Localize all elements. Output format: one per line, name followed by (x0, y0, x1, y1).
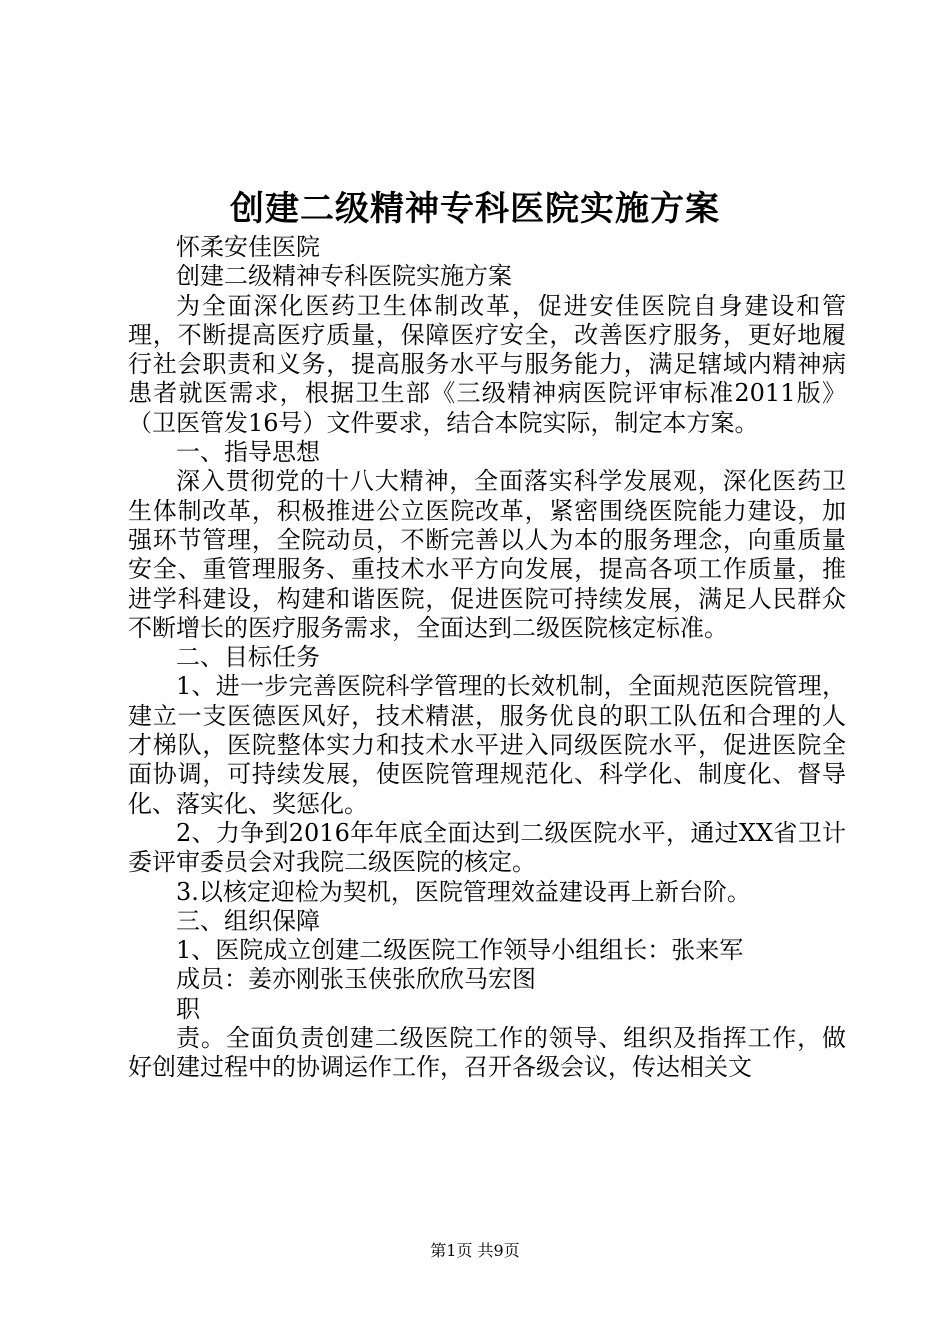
page-number-footer: 第1页 共9页 (430, 1241, 520, 1260)
heading-guiding-ideology: 一、指导思想 (176, 438, 320, 467)
paragraph-leadership-group: 1、医院成立创建二级医院工作领导小组组长：张来军 (176, 936, 744, 965)
document-title: 创建二级精神专科医院实施方案 (230, 189, 720, 229)
paragraph-goal-3: 3.以核定迎检为契机，医院管理效益建设再上新台阶。 (176, 877, 751, 906)
paragraph-guiding-ideology: 深入贯彻党的十八大精神，全面落实科学发展观，深化医药卫生体制改革，积极推进公立医院改革，紧密围绕医院能力建设，加强环节管理，全院动员，不断完善以人为本的服务理念，向重质量安全、重管理服务、重技术水平方向发展，提高各项工作质量，推进学科建设，构建和谐医院，促进医院可持续发展，满足人民群众不断增长的医疗服务需求，全面达到二级医院核定标准。 (128, 467, 846, 642)
paragraph-hospital-name: 怀柔安佳医院 (176, 233, 320, 261)
heading-organization: 三、组织保障 (176, 906, 320, 935)
paragraph-duty-label: 职 (176, 994, 200, 1023)
paragraph-subtitle: 创建二级精神专科医院实施方案 (176, 262, 512, 291)
document-body (128, 233, 846, 1083)
paragraph-members: 成员：姜亦刚张玉侠张欣欣马宏图 (176, 965, 536, 994)
heading-goals: 二、目标任务 (176, 643, 320, 672)
paragraph-duty: 责。全面负责创建二级医院工作的领导、组织及指挥工作，做好创建过程中的协调运作工作，召开各级会议，传达相关文 (128, 1024, 846, 1082)
paragraph-goal-2: 2、力争到2016年年底全面达到二级医院水平，通过XX省卫计委评审委员会对我院二级医院的核定。 (128, 818, 846, 877)
paragraph-goal-1: 1、进一步完善医院科学管理的长效机制，全面规范医院管理，建立一支医德医风好，技术精湛，服务优良的职工队伍和合理的人才梯队，医院整体实力和技术水平进入同级医院水平，促进医院全面协调，可持续发展，使医院管理规范化、科学化、制度化、督导化、落实化、奖惩化。 (128, 672, 846, 818)
paragraph-intro: 为全面深化医药卫生体制改革，促进安佳医院自身建设和管理，不断提高医疗质量，保障医疗安全，改善医疗服务，更好地履行社会职责和义务，提高服务水平与服务能力，满足辖域内精神病患者就医需求，根据卫生部《三级精神病医院评审标准2011版》（卫医管发16号）文件要求，结合本院实际，制定本方案。 (128, 291, 846, 437)
